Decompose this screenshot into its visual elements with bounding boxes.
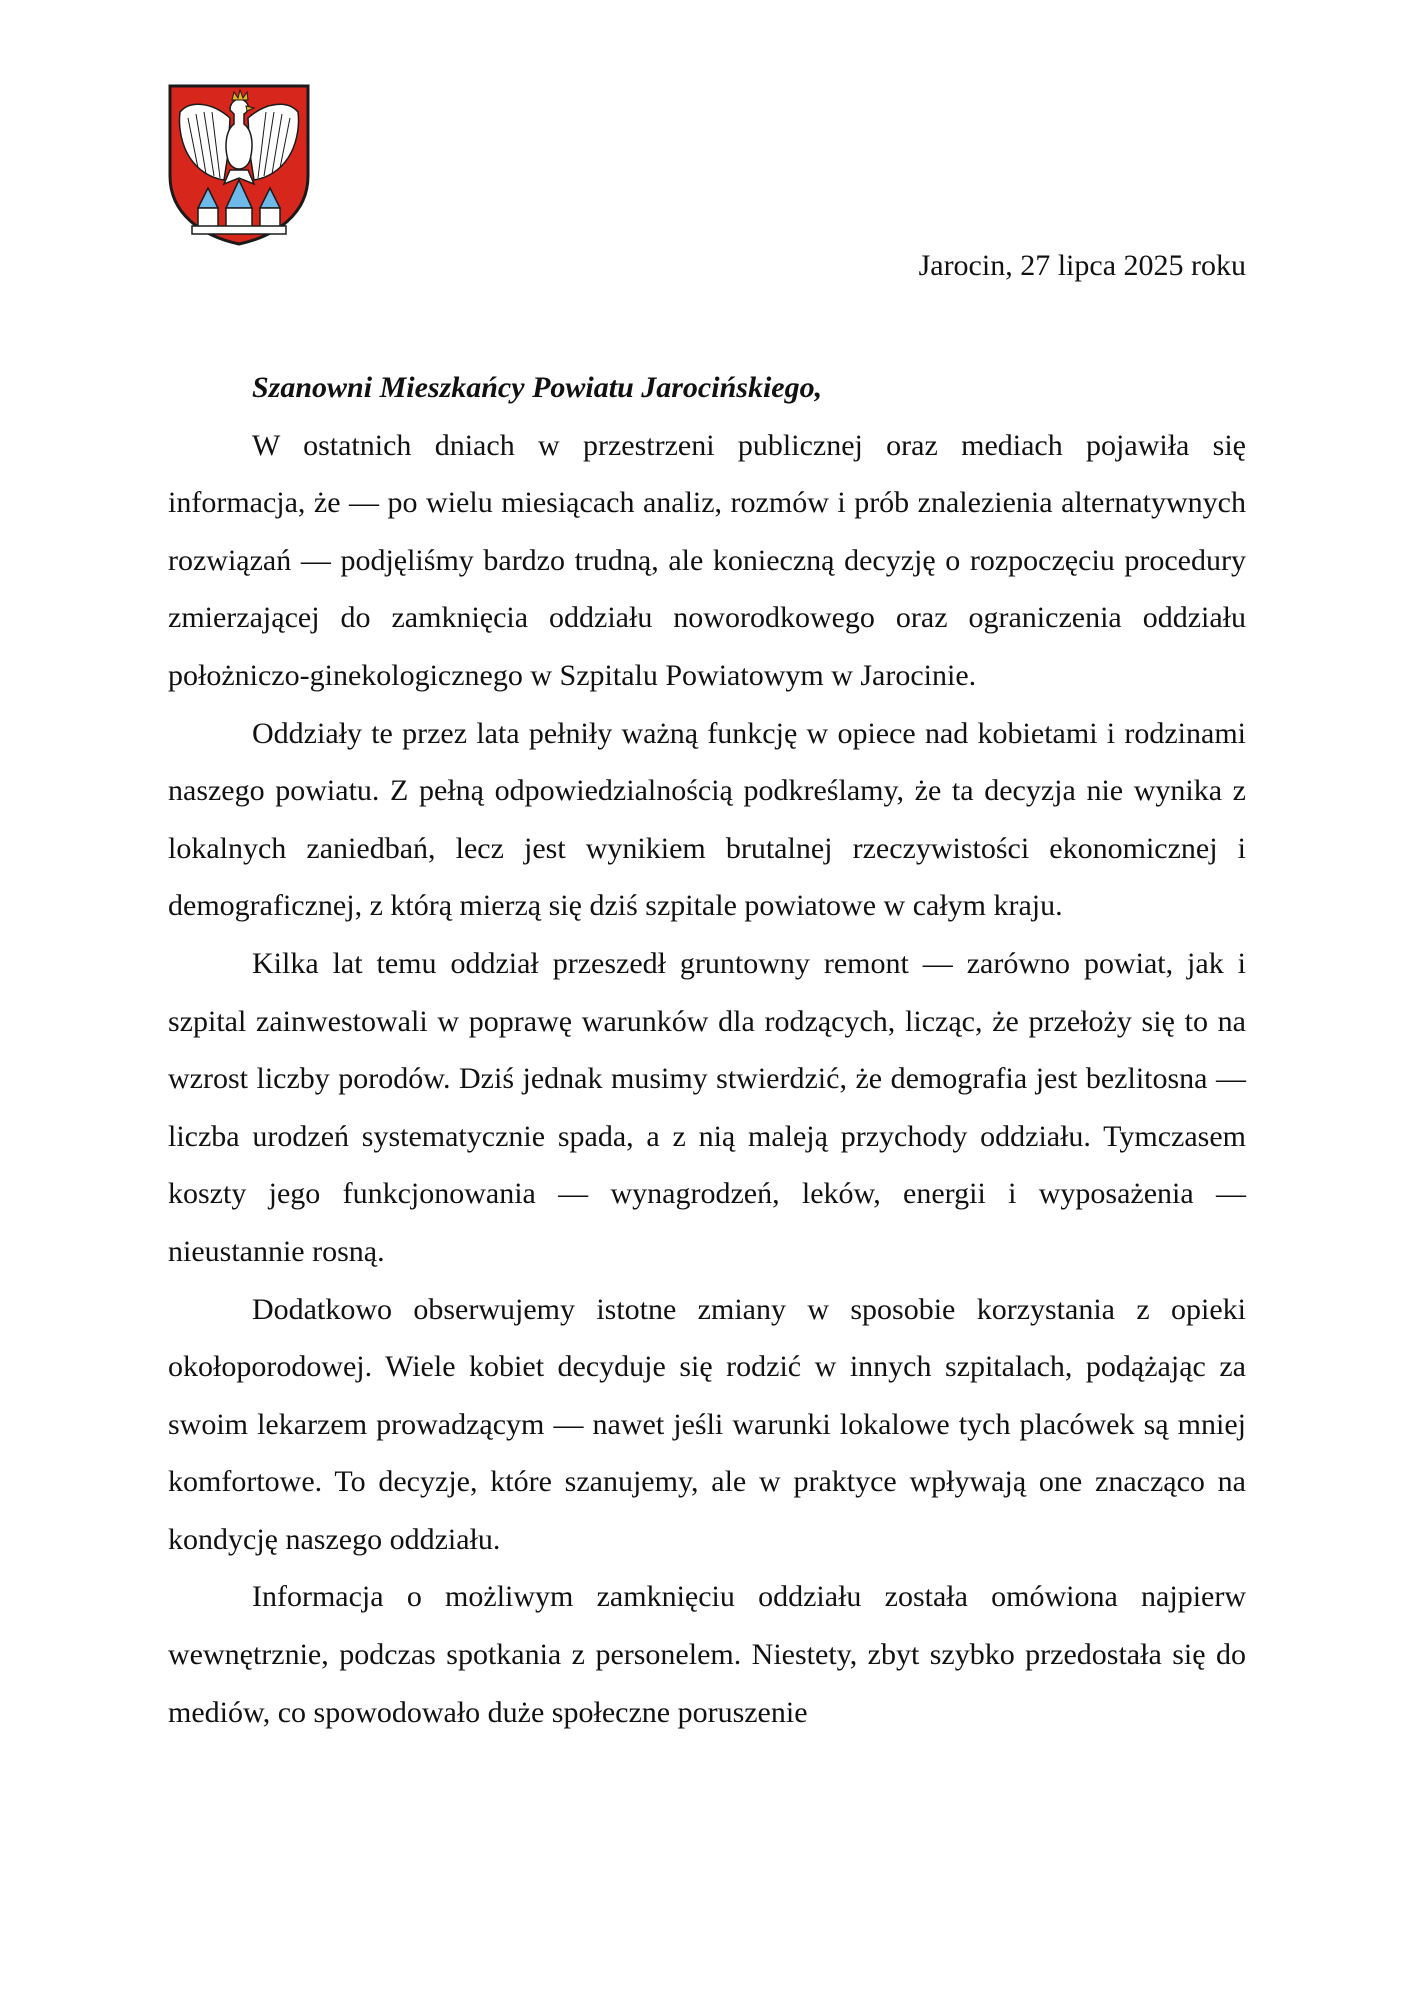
letter-paragraph-4: Dodatkowo obserwujemy istotne zmiany w sposobie korzystania z opieki okołoporodowej. Wiele kobiet decyduje się rodzić w innych szpitalach, podążając za swoim lekarzem prowadzącym — nawet jeśli warunki lokalowe tych placówek są mniej komfortowe. To decyzje, które szanujemy, ale w praktyce wpływają one znacząco na kondycję naszego oddziału. — [168, 1292, 1246, 1556]
letter-date: Jarocin, 27 lipca 2025 roku — [918, 249, 1246, 282]
letter-body — [168, 359, 1246, 1741]
jarocin-county-coat-of-arms-icon — [168, 84, 310, 246]
letter-paragraph-1: W ostatnich dniach w przestrzeni publicznej oraz mediach pojawiła się informacja, że — po wielu miesiącach analiz, rozmów i prób znalezienia alternatywnych rozwiązań — podjęliśmy bardzo trudną, ale konieczną decyzję o rozpoczęciu procedury zmierzającej do zamknięcia oddziału noworodkowego oraz ograniczenia oddziału położniczo-ginekologicznego w Szpitalu Powiatowym w Jarocinie. — [168, 428, 1246, 692]
letter-paragraph-5: Informacja o możliwym zamknięciu oddziału została omówiona najpierw wewnętrznie, podczas spotkania z personelem. Niestety, zbyt szybko przedostała się do mediów, co spowodowało duże społeczne poruszenie — [168, 1580, 1246, 1729]
letter-salutation: Szanowni Mieszkańcy Powiatu Jarocińskiego, — [252, 371, 823, 404]
letter-paragraph-2: Oddziały te przez lata pełniły ważną funkcję w opiece nad kobietami i rodzinami naszego powiatu. Z pełną odpowiedzialnością podkreślamy, że ta decyzja nie wynika z lokalnych zaniedbań, lecz jest wynikiem brutalnej rzeczywistości ekonomicznej i demograficznej, z którą mierzą się dziś szpitale powiatowe w całym kraju. — [168, 716, 1246, 923]
letter-paragraph-3: Kilka lat temu oddział przeszedł gruntowny remont — zarówno powiat, jak i szpital zainwestowali w poprawę warunków dla rodzących, licząc, że przełoży się to na wzrost liczby porodów. Dziś jednak musimy stwierdzić, że demografia jest bezlitosna — liczba urodzeń systematycznie spada, a z nią maleją przychody oddziału. Tymczasem koszty jego funkcjonowania — wynagrodzeń, leków, energii i wyposażenia — nieustannie rosną. — [168, 946, 1246, 1268]
